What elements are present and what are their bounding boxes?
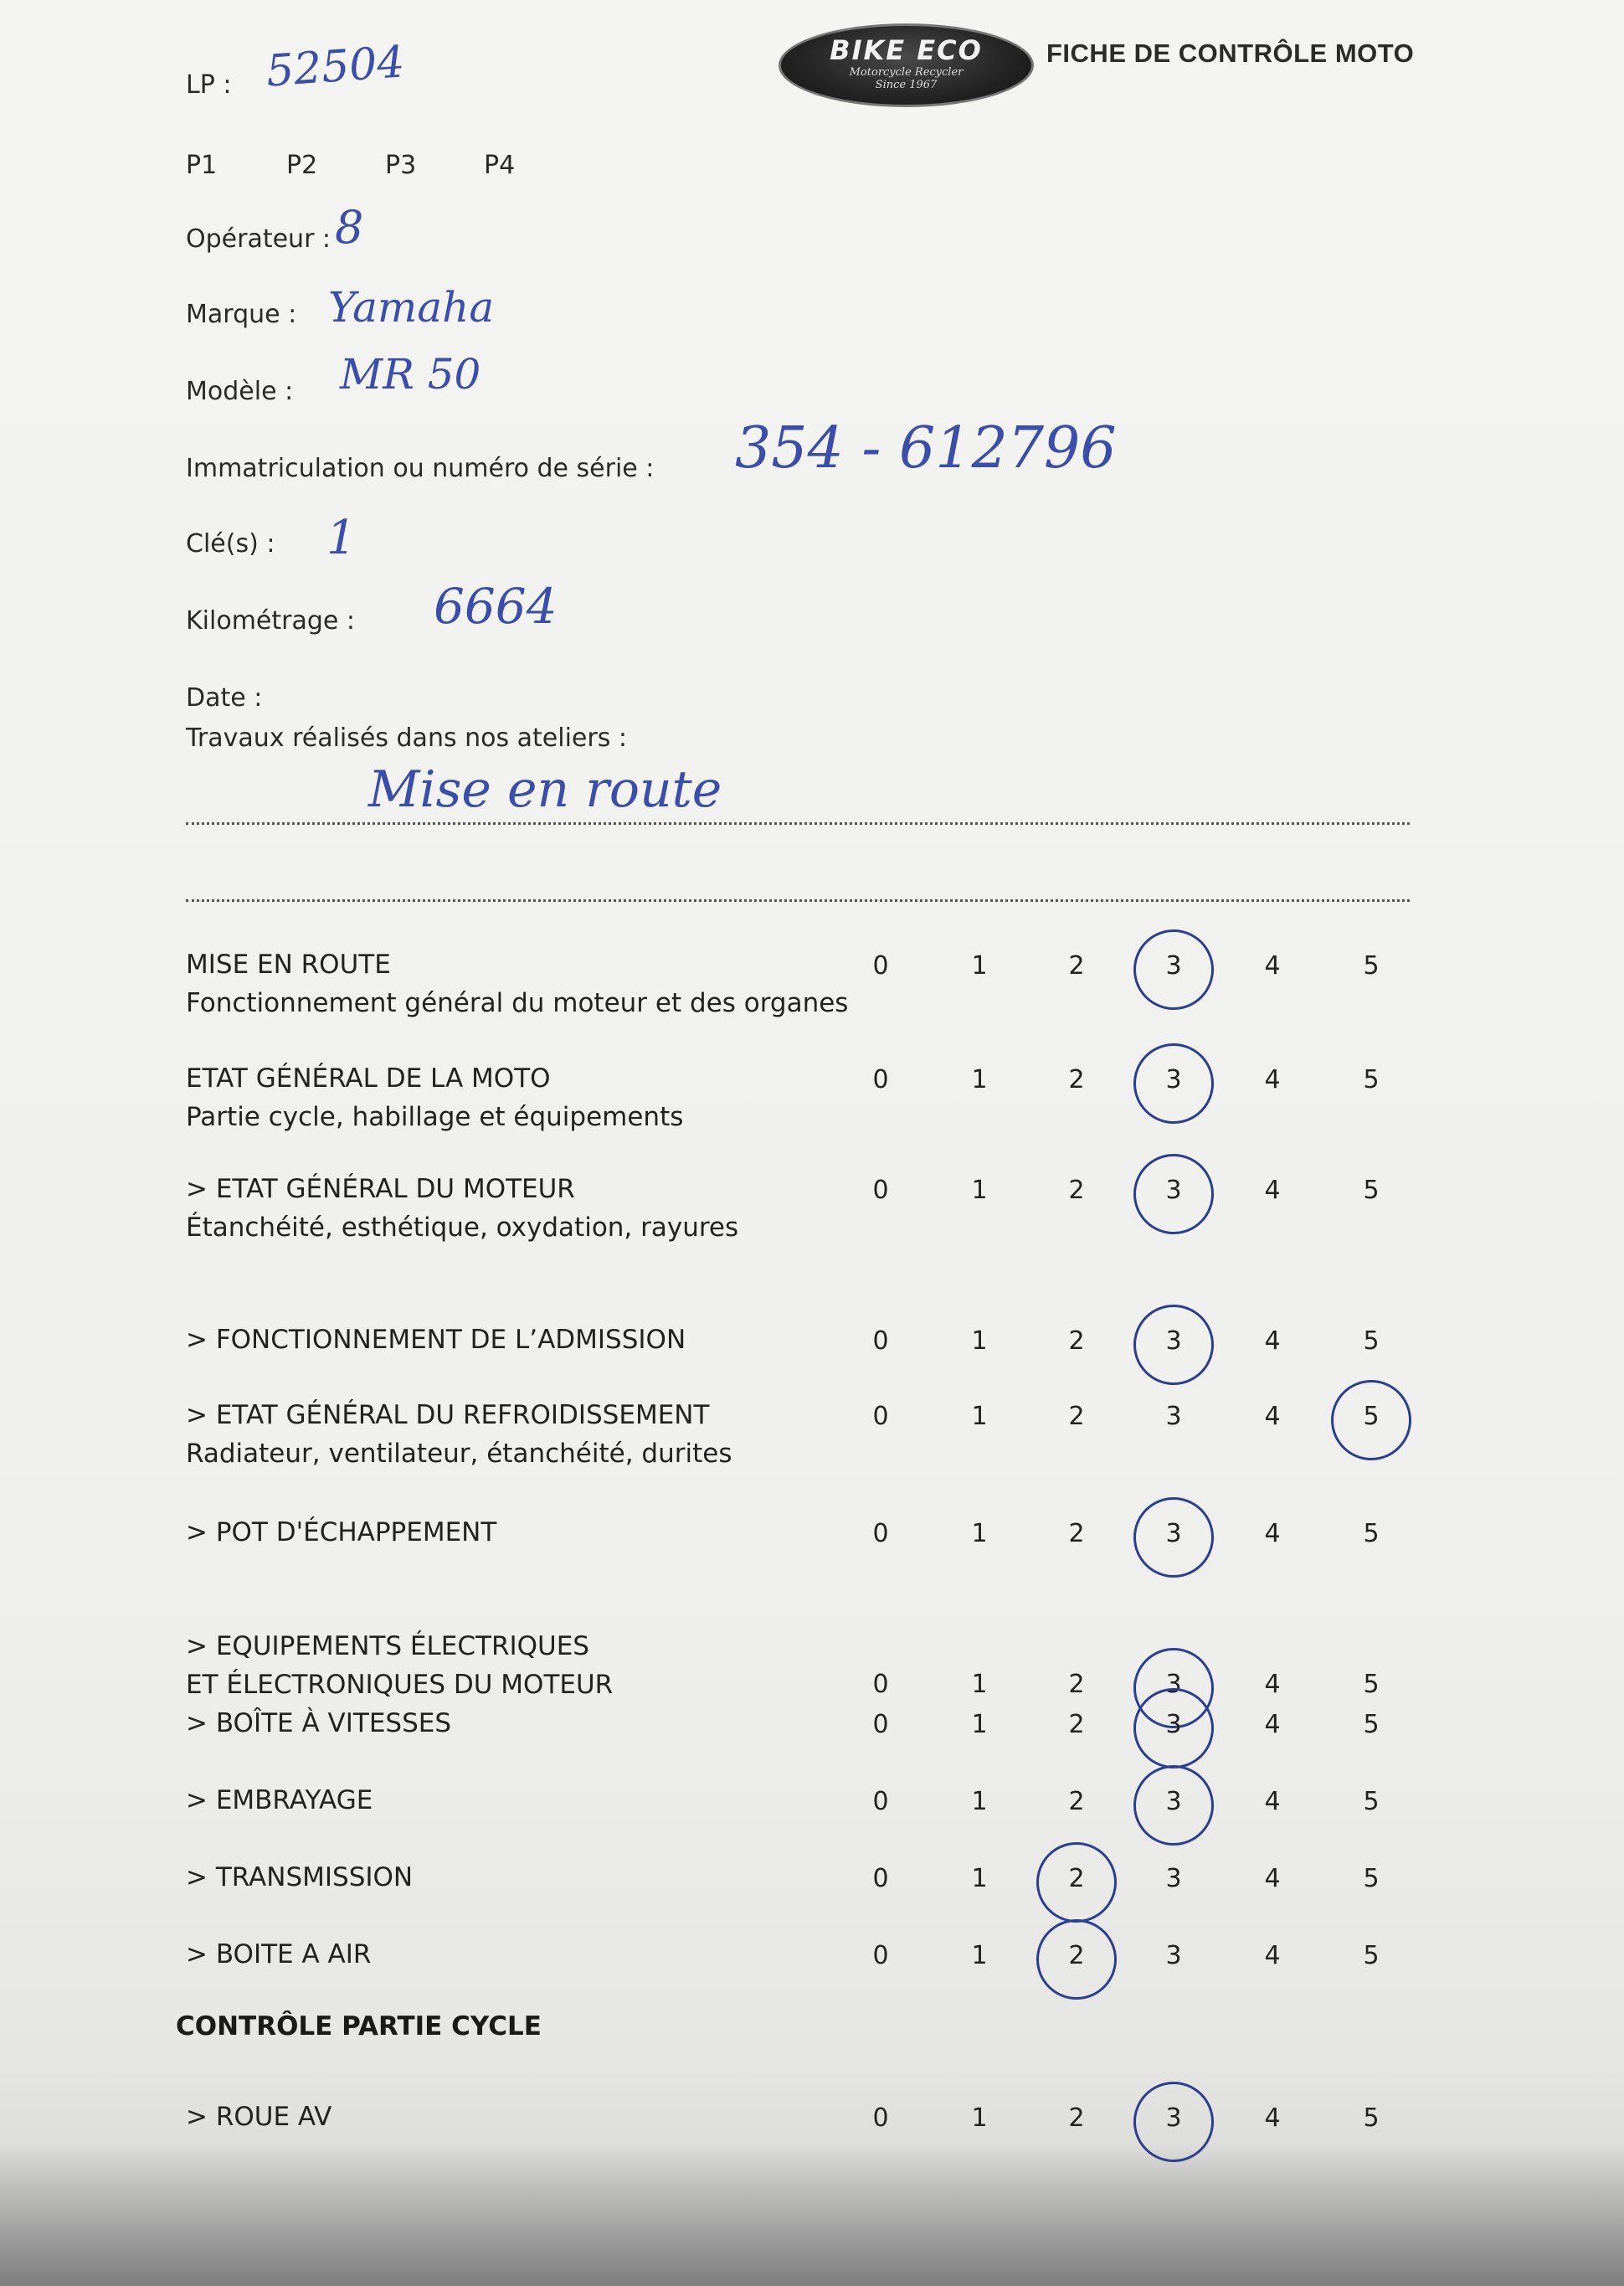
score-option[interactable]: 5 [1363, 1326, 1380, 1356]
row-title: > FONCTIONNEMENT DE L’ADMISSION [186, 1325, 686, 1355]
row-subtitle: Radiateur, ventilateur, étanchéité, durites [186, 1439, 732, 1469]
score-option[interactable]: 0 [872, 1519, 889, 1548]
row-title: > BOÎTE À VITESSES [186, 1708, 452, 1738]
score-option[interactable]: 3 [1165, 1519, 1182, 1548]
score-option[interactable]: 0 [872, 1864, 889, 1893]
score-option[interactable]: 1 [971, 1326, 988, 1356]
score-option[interactable]: 3 [1165, 1326, 1182, 1356]
score-option[interactable]: 5 [1363, 1710, 1380, 1739]
selected-score-circle [1126, 1036, 1221, 1131]
score-option[interactable]: 3 [1165, 1941, 1182, 1970]
modele-value[interactable]: MR 50 [340, 350, 481, 399]
score-option[interactable]: 3 [1165, 1710, 1182, 1739]
row-title: > POT D'ÉCHAPPEMENT [186, 1517, 497, 1547]
score-option[interactable]: 4 [1264, 1519, 1281, 1548]
score-option[interactable]: 3 [1165, 951, 1182, 981]
score-option[interactable]: 3 [1165, 1065, 1182, 1094]
score-option[interactable]: 3 [1165, 1864, 1182, 1893]
score-option[interactable]: 4 [1264, 951, 1281, 981]
selected-score-circle [1029, 1835, 1124, 1930]
row-title: > EMBRAYAGE [186, 1785, 373, 1815]
selected-score-circle [1126, 1146, 1221, 1242]
score-option[interactable]: 2 [1068, 1710, 1085, 1739]
score-option[interactable]: 4 [1264, 1710, 1281, 1739]
rating-scale [837, 1710, 1423, 1747]
rating-scale [837, 1065, 1423, 1102]
score-option[interactable]: 2 [1068, 1519, 1085, 1548]
score-option[interactable]: 1 [971, 1710, 988, 1739]
score-option[interactable]: 2 [1068, 951, 1085, 981]
row-subtitle: Fonctionnement général du moteur et des organes [186, 988, 849, 1018]
rating-scale [837, 1787, 1423, 1824]
selected-score-circle [1126, 922, 1221, 1017]
lp-label: LP : [186, 70, 232, 100]
score-option[interactable]: 0 [872, 1326, 889, 1356]
operateur-label: Opérateur : [186, 224, 331, 254]
selected-score-circle [1126, 1490, 1221, 1585]
cles-value[interactable]: 1 [326, 511, 357, 565]
score-option[interactable]: 3 [1165, 1176, 1182, 1205]
lp-value[interactable]: 52504 [265, 37, 407, 97]
position-p3[interactable]: P3 [385, 151, 417, 180]
selected-score-circle [1323, 1372, 1419, 1468]
score-option[interactable]: 5 [1363, 2103, 1380, 2133]
score-option[interactable]: 4 [1264, 1941, 1281, 1970]
score-option[interactable]: 1 [971, 1670, 988, 1699]
bottom-shadow [0, 2144, 1624, 2286]
score-option[interactable]: 0 [872, 1941, 889, 1970]
score-option[interactable]: 1 [971, 1065, 988, 1094]
score-option[interactable]: 2 [1068, 1787, 1085, 1816]
score-option[interactable]: 5 [1363, 1176, 1380, 1205]
score-option[interactable]: 0 [872, 1710, 889, 1739]
score-option[interactable]: 2 [1068, 1941, 1085, 1970]
score-option[interactable]: 4 [1264, 1402, 1281, 1431]
score-option[interactable]: 5 [1363, 1787, 1380, 1816]
selected-score-circle [1126, 1297, 1221, 1393]
rating-scale [837, 2103, 1423, 2140]
position-p2[interactable]: P2 [286, 151, 318, 180]
rating-scale [837, 1519, 1423, 1556]
marque-value[interactable]: Yamaha [328, 283, 495, 332]
score-option[interactable]: 5 [1363, 1065, 1380, 1094]
section-partie-cycle-title: CONTRÔLE PARTIE CYCLE [176, 2011, 542, 2041]
score-option[interactable]: 2 [1068, 1326, 1085, 1356]
row-subtitle: Étanchéité, esthétique, oxydation, rayures [186, 1213, 739, 1243]
score-option[interactable]: 3 [1165, 1402, 1182, 1431]
score-option[interactable]: 5 [1363, 1864, 1380, 1893]
rating-scale [837, 1670, 1423, 1707]
row-title: > EQUIPEMENTS ÉLECTRIQUES [186, 1631, 589, 1661]
score-option[interactable]: 3 [1165, 2103, 1182, 2133]
immatriculation-value[interactable]: 354 - 612796 [735, 415, 1117, 481]
rating-scale [837, 1864, 1423, 1901]
marque-label: Marque : [186, 300, 297, 329]
row-subtitle: Partie cycle, habillage et équipements [186, 1102, 684, 1132]
kilometrage-value[interactable]: 6664 [434, 578, 558, 635]
rating-scale [837, 951, 1423, 988]
score-option[interactable]: 1 [971, 2103, 988, 2133]
row-title: > TRANSMISSION [186, 1862, 414, 1892]
score-option[interactable]: 2 [1068, 2103, 1085, 2133]
travaux-value[interactable]: Mise en route [368, 760, 722, 819]
score-option[interactable]: 1 [971, 1864, 988, 1893]
score-option[interactable]: 2 [1068, 1065, 1085, 1094]
score-option[interactable]: 5 [1363, 1670, 1380, 1699]
score-option[interactable]: 0 [872, 1065, 889, 1094]
immatriculation-label: Immatriculation ou numéro de série : [186, 454, 655, 483]
position-p4[interactable]: P4 [484, 151, 516, 180]
document-title: FICHE DE CONTRÔLE MOTO [1046, 39, 1415, 68]
travaux-label: Travaux réalisés dans nos ateliers : [186, 723, 627, 753]
row-title: > ETAT GÉNÉRAL DU MOTEUR [186, 1174, 575, 1204]
logo-main-text: BIKE ECO [830, 34, 983, 66]
rating-scale [837, 1326, 1423, 1363]
score-option[interactable]: 1 [971, 1519, 988, 1548]
score-option[interactable]: 1 [971, 951, 988, 981]
logo-subline-2: Since 1967 [875, 79, 938, 91]
score-option[interactable]: 0 [872, 2103, 889, 2133]
date-label: Date : [186, 683, 263, 713]
row-title: ETAT GÉNÉRAL DE LA MOTO [186, 1063, 551, 1094]
score-option[interactable]: 4 [1264, 1065, 1281, 1094]
row-title: > ETAT GÉNÉRAL DU REFROIDISSEMENT [186, 1400, 710, 1430]
score-option[interactable]: 5 [1363, 1402, 1380, 1431]
score-option[interactable]: 2 [1068, 1176, 1085, 1205]
modele-label: Modèle : [186, 377, 294, 406]
bike-eco-logo [779, 23, 1034, 107]
score-option[interactable]: 5 [1363, 951, 1380, 981]
score-option[interactable]: 2 [1068, 1864, 1085, 1893]
score-option[interactable]: 4 [1264, 1864, 1281, 1893]
row-title: MISE EN ROUTE [186, 950, 391, 980]
score-option[interactable]: 0 [872, 1402, 889, 1431]
score-option[interactable]: 3 [1165, 1670, 1182, 1699]
position-p1[interactable]: P1 [186, 151, 218, 180]
score-option[interactable]: 1 [971, 1787, 988, 1816]
operateur-value[interactable]: 8 [335, 201, 364, 254]
score-option[interactable]: 4 [1264, 2103, 1281, 2133]
score-option[interactable]: 3 [1165, 1787, 1182, 1816]
score-option[interactable]: 4 [1264, 1670, 1281, 1699]
travaux-line-2 [186, 899, 1410, 902]
score-option[interactable]: 4 [1264, 1176, 1281, 1205]
rating-scale [837, 1402, 1423, 1439]
score-option[interactable]: 0 [872, 1787, 889, 1816]
rating-scale [837, 1176, 1423, 1213]
score-option[interactable]: 0 [872, 1670, 889, 1699]
score-option[interactable]: 5 [1363, 1941, 1380, 1970]
rating-scale [837, 1941, 1423, 1978]
score-option[interactable]: 4 [1264, 1787, 1281, 1816]
score-option[interactable]: 2 [1068, 1670, 1085, 1699]
score-option[interactable]: 0 [872, 1176, 889, 1205]
score-option[interactable]: 1 [971, 1402, 988, 1431]
travaux-line-1 [186, 822, 1410, 825]
selected-score-circle [1029, 1912, 1124, 2007]
logo-subline-1: Motorcycle Recycler [849, 66, 964, 79]
row-title: > BOITE A AIR [186, 1939, 372, 1969]
score-option[interactable]: 2 [1068, 1402, 1085, 1431]
score-option[interactable]: 1 [971, 1941, 988, 1970]
kilometrage-label: Kilométrage : [186, 606, 356, 636]
row-title: > ROUE AV [186, 2102, 332, 2132]
score-option[interactable]: 0 [872, 951, 889, 981]
row-subtitle: ET ÉLECTRONIQUES DU MOTEUR [186, 1670, 614, 1700]
score-option[interactable]: 1 [971, 1176, 988, 1205]
selected-score-circle [1126, 1758, 1221, 1853]
cles-label: Clé(s) : [186, 529, 275, 559]
score-option[interactable]: 4 [1264, 1326, 1281, 1356]
score-option[interactable]: 5 [1363, 1519, 1380, 1548]
